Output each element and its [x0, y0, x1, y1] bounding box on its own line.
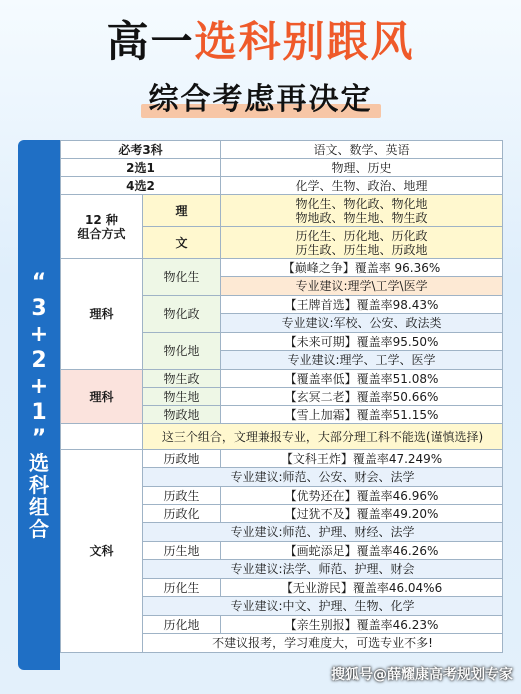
combos-li-line: 物地政、物生地、物生政: [295, 210, 428, 225]
like-combo: 物化地: [143, 333, 221, 370]
sidebar-char: 科: [29, 473, 49, 497]
combos-wen-line: 历生政、历生地、历政地: [295, 242, 428, 257]
required-label: 必考3科: [61, 141, 221, 159]
subtitle: [141, 78, 381, 122]
wenke-rating: 【亲生别报】覆盖率46.23%: [221, 616, 503, 634]
like-advice: 专业建议:理学\工学\医学: [221, 277, 503, 296]
subject-combo-table: [60, 140, 503, 653]
like-advice: 专业建议:军校、公安、政法类: [221, 314, 503, 333]
combos-li-line: 物化生、物化政、物化地: [295, 196, 428, 211]
wenke-rating: 【无业游民】覆盖率46.04%6: [221, 579, 503, 597]
sidebar-char: 2: [31, 348, 47, 373]
like-combo: 物化政: [143, 296, 221, 333]
combos-wen-label: 文: [143, 227, 221, 259]
combos-wen-list: [221, 227, 503, 259]
wenke-combo: 历化地: [143, 616, 221, 634]
combos-wen-line: 历化生、历化地、历化政: [295, 228, 428, 243]
combos-label-line2: 组合方式: [77, 226, 126, 241]
like-rating: 【王牌首选】覆盖率98.43%: [221, 296, 503, 314]
wenke-rating: 【优势还在】覆盖率46.96%: [221, 487, 503, 505]
wenke-note: 不建议报考，学习难度大，可选专业不多!: [143, 634, 503, 653]
like-rating: 【巅峰之争】覆盖率 96.36%: [221, 259, 503, 277]
wenke-label: 文科: [61, 450, 143, 653]
like2-combo: 物生地: [143, 388, 221, 406]
sidebar-char: +: [29, 374, 49, 399]
like-advice: 专业建议:理学、工学、医学: [221, 351, 503, 370]
combos-label: [61, 195, 143, 259]
sidebar-char: 合: [29, 517, 49, 541]
sidebar-char: 选: [29, 451, 49, 475]
wenke-advice: 专业建议:师范、公安、财会、法学: [143, 468, 503, 487]
watermark: 搜狐号@薛耀康高考规划专家: [331, 667, 513, 683]
wenke-combo: 历生地: [143, 542, 221, 560]
combos-li-list: [221, 195, 503, 227]
title-black-part: 高一: [106, 17, 195, 66]
like-rating: 【未来可期】覆盖率95.50%: [221, 333, 503, 351]
like2-label: 理科: [61, 370, 143, 424]
wenke-advice: 专业建议:中文、护理、生物、化学: [143, 597, 503, 616]
like2-combo: 物生政: [143, 370, 221, 388]
like2-rating: 【玄冥二老】覆盖率50.66%: [221, 388, 503, 406]
sidebar-char: 组: [29, 495, 49, 519]
subtitle-wrap: [0, 78, 521, 122]
wenke-advice: 专业建议:师范、护理、财经、法学: [143, 523, 503, 542]
wenke-rating: 【文科王炸】覆盖率47.249%: [221, 450, 503, 468]
wenke-combo: 历政化: [143, 505, 221, 523]
sidebar-char: 1: [31, 400, 47, 425]
like2-rating: 【雪上加霜】覆盖率51.15%: [221, 406, 503, 424]
sidebar-banner: [18, 140, 60, 670]
like2-rating: 【覆盖率低】覆盖率51.08%: [221, 370, 503, 388]
combos-label-line1: 12 种: [85, 212, 118, 227]
wenke-rating: 【过犹不及】覆盖率49.20%: [221, 505, 503, 523]
sidebar-char: “: [31, 270, 47, 295]
choose2-label: 4选2: [61, 177, 221, 195]
wenke-combo: 历政地: [143, 450, 221, 468]
combos-li-label: 理: [143, 195, 221, 227]
wenke-advice: 专业建议:法学、师范、护理、财会: [143, 560, 503, 579]
wenke-rating: 【画蛇添足】覆盖率46.26%: [221, 542, 503, 560]
like2-note-spacer: [61, 424, 143, 450]
required-value: 语文、数学、英语: [221, 141, 503, 159]
like-label: 理科: [61, 259, 143, 370]
title-orange-part: 选科别跟风: [194, 17, 415, 66]
like2-note: 这三个组合，文理兼报专业，大部分理工科不能选(谨慎选择): [143, 424, 503, 450]
wenke-combo: 历政生: [143, 487, 221, 505]
page-title: [0, 14, 521, 70]
sidebar-char: ”: [31, 426, 47, 451]
wenke-combo: 历化生: [143, 579, 221, 597]
subtitle-text: 综合考虑再决定: [148, 82, 373, 117]
sidebar-char: 3: [31, 296, 47, 321]
choose1-label: 2选1: [61, 159, 221, 177]
sidebar-char: +: [29, 322, 49, 347]
choose2-value: 化学、生物、政治、地理: [221, 177, 503, 195]
like2-combo: 物政地: [143, 406, 221, 424]
like-combo: 物化生: [143, 259, 221, 296]
choose1-value: 物理、历史: [221, 159, 503, 177]
